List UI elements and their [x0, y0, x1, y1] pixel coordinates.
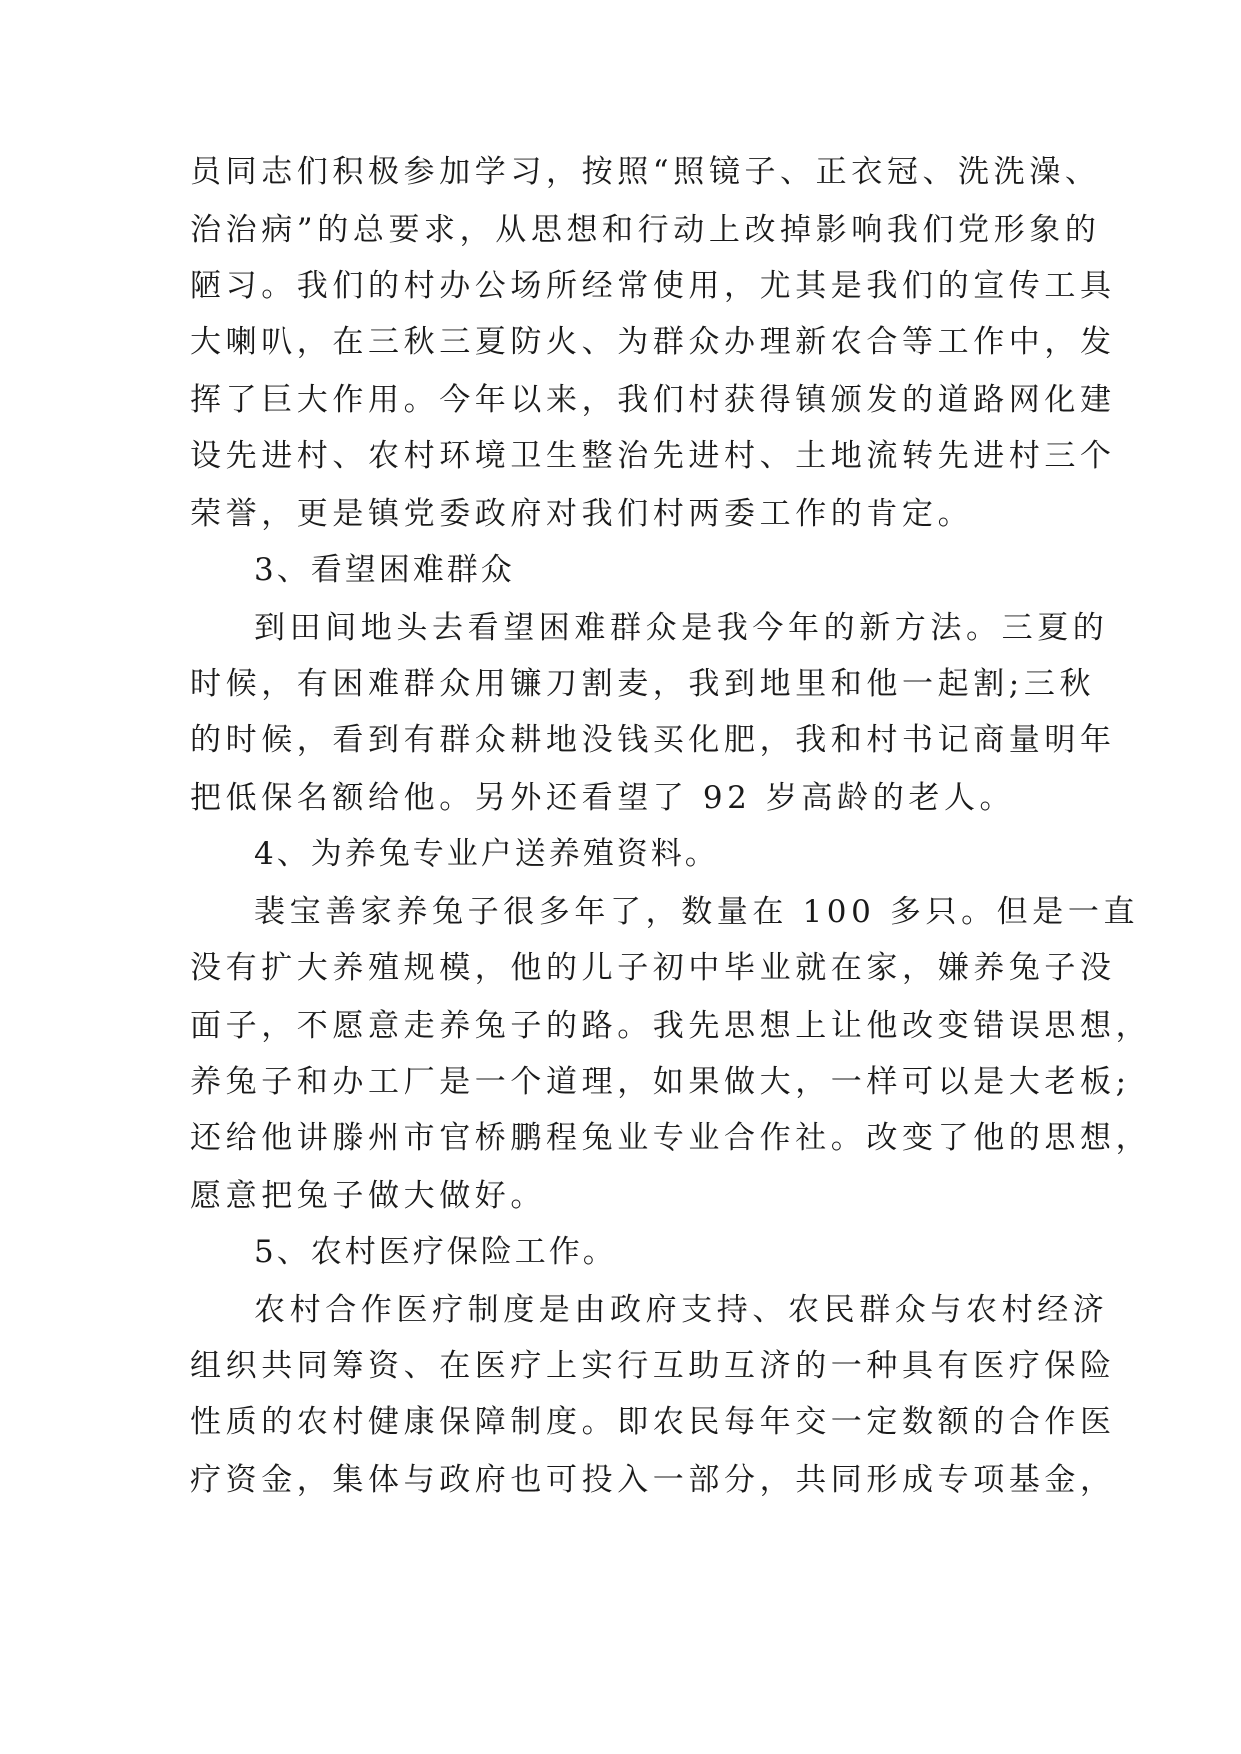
- paragraph-line: 没有扩大养殖规模，他的儿子初中毕业就在家，嫌养兔子没: [190, 950, 1116, 986]
- paragraph-line: 愿意把兔子做大做好。: [190, 1178, 546, 1214]
- paragraph-line: 时候，有困难群众用镰刀割麦，我到地里和他一起割;三秋: [190, 666, 1096, 702]
- paragraph-line: 面子，不愿意走养兔子的路。我先思想上让他改变错误思想，: [190, 1008, 1152, 1044]
- section-heading: 3、看望困难群众: [254, 552, 515, 588]
- section-heading: 4、为养兔专业户送养殖资料。: [254, 836, 719, 872]
- paragraph-line: 到田间地头去看望困难群众是我今年的新方法。三夏的: [254, 610, 1109, 646]
- paragraph-line: 还给他讲滕州市官桥鹏程兔业专业合作社。改变了他的思想，: [190, 1120, 1152, 1156]
- paragraph-line: 疗资金，集体与政府也可投入一部分，共同形成专项基金，: [190, 1462, 1116, 1498]
- paragraph-line: 农村合作医疗制度是由政府支持、农民群众与农村经济: [254, 1292, 1109, 1328]
- paragraph-line: 荣誉，更是镇党委政府对我们村两委工作的肯定。: [190, 496, 974, 532]
- paragraph-line: 治治病”的总要求，从思想和行动上改掉影响我们党形象的: [190, 212, 1101, 248]
- paragraph-line: 大喇叭，在三秋三夏防火、为群众办理新农合等工作中，发: [190, 324, 1116, 360]
- paragraph-line: 的时候，看到有群众耕地没钱买化肥，我和村书记商量明年: [190, 722, 1116, 758]
- paragraph-line: 把低保名额给他。另外还看望了 92 岁高龄的老人。: [190, 780, 1016, 816]
- paragraph-line: 挥了巨大作用。今年以来，我们村获得镇颁发的道路网化建: [190, 382, 1116, 418]
- paragraph-line: 裴宝善家养兔子很多年了，数量在 100 多只。但是一直: [254, 894, 1140, 930]
- section-heading: 5、农村医疗保险工作。: [254, 1234, 617, 1270]
- paragraph-line: 养兔子和办工厂是一个道理，如果做大，一样可以是大老板;: [190, 1064, 1131, 1100]
- paragraph-line: 设先进村、农村环境卫生整治先进村、土地流转先进村三个: [190, 438, 1116, 474]
- paragraph-line: 陋习。我们的村办公场所经常使用，尤其是我们的宣传工具: [190, 268, 1116, 304]
- paragraph-line: 性质的农村健康保障制度。即农民每年交一定数额的合作医: [190, 1404, 1116, 1440]
- paragraph-line: 组织共同筹资、在医疗上实行互助互济的一种具有医疗保险: [190, 1348, 1116, 1384]
- paragraph-line: 员同志们积极参加学习，按照“照镜子、正衣冠、洗洗澡、: [190, 154, 1101, 190]
